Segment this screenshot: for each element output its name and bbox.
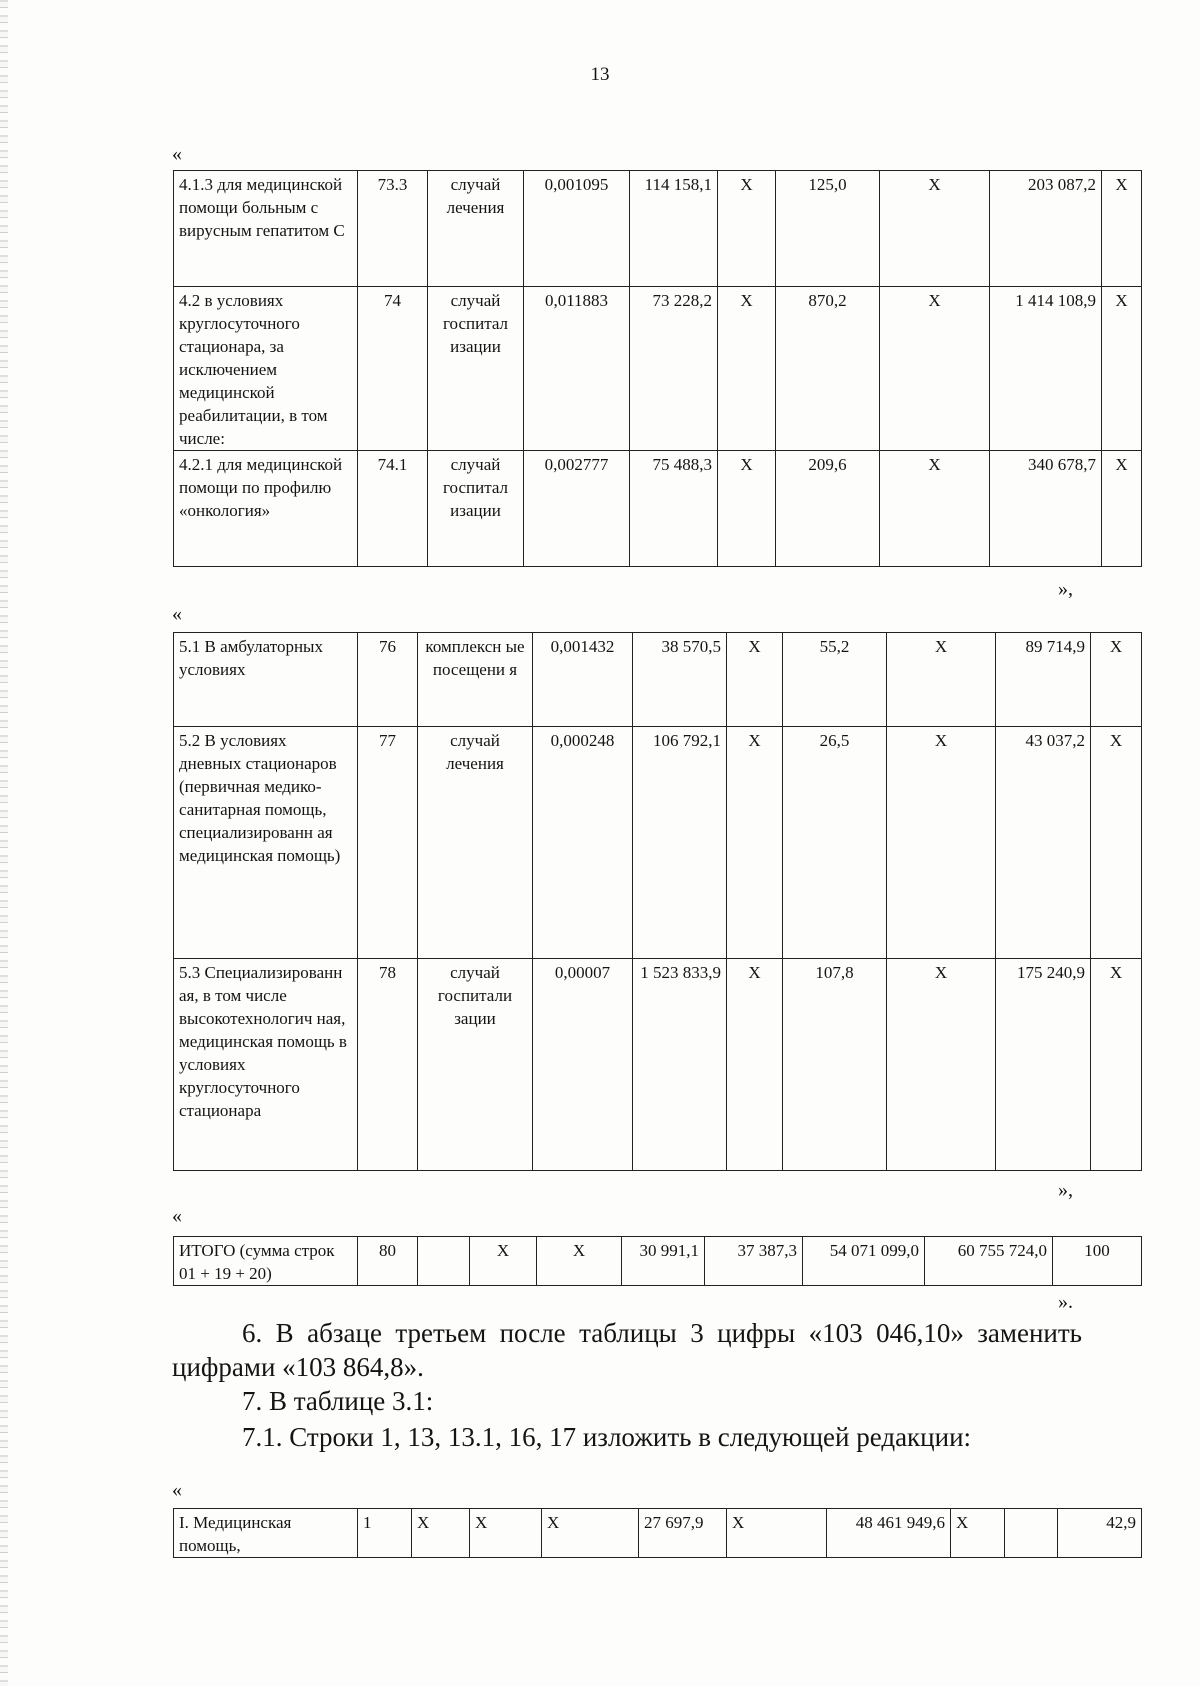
table-cell: Х [887,727,996,959]
table-cell: 0,001432 [533,633,633,727]
table-cell: 4.1.3 для медицинской помощи больным с вирусным гепатитом С [174,171,358,287]
table-cell: Х [880,287,990,451]
table-cell: Х [412,1509,470,1558]
table-cell: 38 570,5 [633,633,727,727]
table-cell: случай госпитал изации [428,287,524,451]
open-quote: « [172,143,182,165]
table-cell: случай госпитал изации [428,451,524,567]
table-cell: 78 [358,959,418,1171]
table-cell [418,1237,470,1286]
table-cell: 100 [1053,1237,1142,1286]
paragraph-7-1: 7.1. Строки 1, 13, 13.1, 16, 17 изложить в следующей редакции: [242,1422,972,1452]
table-cell [1005,1509,1058,1558]
table-cell: комплексн ые посещени я [418,633,533,727]
table-cell: Х [880,451,990,567]
table-cell: Х [727,1509,827,1558]
table-cell: Х [1091,727,1142,959]
table-cell: 203 087,2 [990,171,1102,287]
table-cell: Х [727,959,783,1171]
table-cell: 77 [358,727,418,959]
table-1 [173,170,1142,567]
table-cell: 42,9 [1058,1509,1142,1558]
paragraph-6: 6. В абзаце третьем после таблицы 3 цифры «103 046,10» заменить цифрами «103 864,8». [172,1318,1082,1382]
table-cell: 107,8 [783,959,887,1171]
table-cell: 73.3 [358,171,428,287]
table-cell: 5.1 В амбулаторных условиях [174,633,358,727]
table-cell: Х [727,633,783,727]
table-cell: 106 792,1 [633,727,727,959]
table-cell: ИТОГО (сумма строк 01 + 19 + 20) [174,1237,358,1286]
table-cell: 5.2 В условиях дневных стационаров (первичная медико-санитарная помощь, специализированн ая медицинская помощь) [174,727,358,959]
table-cell: 0,00007 [533,959,633,1171]
page-number: 13 [590,64,610,85]
table-cell: Х [887,633,996,727]
table-row [174,1509,1142,1558]
table-cell: 55,2 [783,633,887,727]
table-cell: случай госпитали зации [418,959,533,1171]
close-quote: », [1058,1179,1073,1201]
table-cell: случай лечения [418,727,533,959]
table-cell: 74 [358,287,428,451]
table-cell: I. Медицинская помощь, [174,1509,358,1558]
table-cell: 0,011883 [524,287,630,451]
table-cell: Х [470,1509,542,1558]
table-cell: 0,000248 [533,727,633,959]
table-cell: 74.1 [358,451,428,567]
table-cell: Х [1091,959,1142,1171]
table-cell: Х [951,1509,1005,1558]
table-row [174,1237,1142,1286]
table-cell: 54 071 099,0 [803,1237,925,1286]
table-row [174,727,1142,959]
table-cell: 27 697,9 [639,1509,727,1558]
table-cell: 125,0 [776,171,880,287]
table-cell: Х [1091,633,1142,727]
table-cell: случай лечения [428,171,524,287]
table-cell: 43 037,2 [996,727,1091,959]
table-row [174,959,1142,1171]
open-quote: « [172,1205,182,1227]
table-cell: Х [537,1237,622,1286]
table-cell: 73 228,2 [630,287,718,451]
table-cell: 80 [358,1237,418,1286]
table-cell: Х [718,287,776,451]
table-cell: Х [1102,287,1142,451]
table-cell: 0,001095 [524,171,630,287]
table-row [174,451,1142,567]
table-cell: Х [887,959,996,1171]
table-cell: Х [727,727,783,959]
table-cell: 1 523 833,9 [633,959,727,1171]
close-quote: », [1058,578,1073,600]
table-cell: Х [718,171,776,287]
open-quote: « [172,1479,182,1501]
table-2 [173,632,1142,1171]
table-row [174,171,1142,287]
table-cell: 30 991,1 [622,1237,705,1286]
table-cell: 175 240,9 [996,959,1091,1171]
table-cell: Х [718,451,776,567]
table-cell: 37 387,3 [705,1237,803,1286]
table-cell: 60 755 724,0 [925,1237,1053,1286]
table-cell: 4.2.1 для медицинской помощи по профилю «онкология» [174,451,358,567]
table-cell: Х [1102,451,1142,567]
table-cell: 5.3 Специализированн ая, в том числе высокотехнологич ная, медицинская помощь в условиях круглосуточного стационара [174,959,358,1171]
table-cell: Х [542,1509,639,1558]
table-cell: 76 [358,633,418,727]
table-cell: 209,6 [776,451,880,567]
table-row [174,287,1142,451]
close-quote: ». [1058,1291,1073,1313]
table-cell: 1 414 108,9 [990,287,1102,451]
table-3 [173,1236,1142,1286]
scan-edge [0,0,8,1686]
table-row [174,633,1142,727]
table-cell: 4.2 в условиях круглосуточного стационара, за исключением медицинской реабилитации, в том числе: [174,287,358,451]
table-cell: 48 461 949,6 [827,1509,951,1558]
table-cell: 75 488,3 [630,451,718,567]
table-cell: Х [1102,171,1142,287]
table-cell: Х [470,1237,537,1286]
table-cell: 0,002777 [524,451,630,567]
table-cell: 1 [358,1509,412,1558]
table-cell: Х [880,171,990,287]
table-cell: 340 678,7 [990,451,1102,567]
table-4 [173,1508,1142,1558]
paragraph-7: 7. В таблице 3.1: [242,1386,434,1416]
table-cell: 89 714,9 [996,633,1091,727]
table-cell: 870,2 [776,287,880,451]
open-quote: « [172,603,182,625]
table-cell: 26,5 [783,727,887,959]
table-cell: 114 158,1 [630,171,718,287]
